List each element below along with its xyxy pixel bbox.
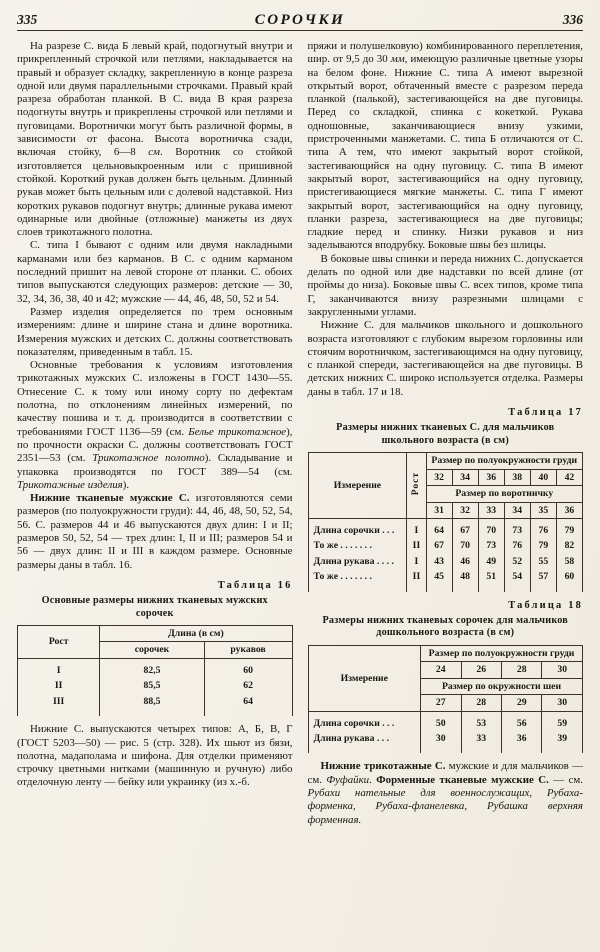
table-cell: 50 xyxy=(421,711,461,731)
table-header-cell: Размер по окружности шеи xyxy=(421,678,583,694)
table-cell: I xyxy=(407,518,426,538)
table-header-cell: 29 xyxy=(502,695,542,711)
table-header-cell: 28 xyxy=(502,662,542,678)
table-header-cell: 34 xyxy=(452,469,478,485)
table-row xyxy=(18,694,293,716)
table-row xyxy=(18,658,293,678)
table-cell: III xyxy=(18,694,100,716)
table-cell: 53 xyxy=(461,711,501,731)
table-header-cell: 38 xyxy=(504,469,530,485)
table-header-cell: Рост xyxy=(407,453,426,519)
page-number-right: 336 xyxy=(562,12,583,27)
table-cell: 73 xyxy=(504,518,530,538)
table-cell: 43 xyxy=(426,554,452,569)
table-header-cell: 34 xyxy=(504,502,530,518)
table-cell: 48 xyxy=(452,569,478,591)
table-cell: 45 xyxy=(426,569,452,591)
table-cell: 46 xyxy=(452,554,478,569)
table-cell: 39 xyxy=(542,731,583,753)
table-header-cell: 24 xyxy=(421,662,461,678)
table-header-cell: Измерение xyxy=(308,453,407,519)
table-header-cell: рукавов xyxy=(204,642,292,658)
paragraph: В боковые швы спинки и переда нижних С. допускается делать по одной или две надставки по всей длине (от проймы до низа). Боковые швы С. всех типов, кроме типа Г, заканчиваются внизу разрезными шлицами с закругленными углами. xyxy=(307,252,583,318)
table-cell: 60 xyxy=(556,569,582,591)
table-header-cell: Размер по полуокружности груди xyxy=(426,453,582,469)
table-row xyxy=(18,678,293,693)
left-column xyxy=(17,40,293,827)
header-rule xyxy=(17,30,583,31)
table-cell: 59 xyxy=(542,711,583,731)
table17-title: Размеры нижних тканевых С. для мальчиков школьного возраста (в см) xyxy=(336,422,555,446)
table-header-cell: 36 xyxy=(478,469,504,485)
table-cell: I xyxy=(18,658,100,678)
paragraph: Нижние тканевые мужские С. изготовляются семи размеров (по полуокружности груди): 44, 46, 48, 50, 52, 54, 56. С. размеров 44 и 46 выпускаются двух длин: I и II; размеров 50, 52, 54 — трех длин: I, II и III; размеров 54 и 56 — двух длин: II и III в каждом размере. Основные размеры даны в табл. 16. xyxy=(17,492,293,571)
table-header-cell: 31 xyxy=(426,502,452,518)
table16-title: Основные размеры нижних тканевых мужских сорочек xyxy=(41,595,268,619)
table-cell: 60 xyxy=(204,658,292,678)
table-cell: 33 xyxy=(461,731,501,753)
table-cell: 88,5 xyxy=(100,694,204,716)
table16-label: Таблица 16 xyxy=(217,579,293,591)
table-cell: 49 xyxy=(478,554,504,569)
table-header-cell: Измерение xyxy=(308,645,421,711)
table-cell: 55 xyxy=(530,554,556,569)
table-cell: 79 xyxy=(530,538,556,553)
paragraph: Основные требования к условиям изготовления трикотажных мужских С. изложены в ГОСТ 1430—55. Отнесение С. к тому или иному сорту по дефектам полотна, по отклонениям линейных измерений, по качеству пошива и т. д. производится в соответствии с требованиями ГОСТ 1136—59 (см. Белье трикотажное), по прочности окраски С. должны соответствовать ГОСТ 2351—53 (см. Трикотажное полотно). Складывание и упаковка производятся по ГОСТ 389—54 (см. Трикотажные изделия). xyxy=(17,359,293,491)
right-column xyxy=(308,40,584,827)
table-row xyxy=(308,731,583,753)
table-cell: То же . . . . . . . xyxy=(308,569,407,591)
table-cell: 73 xyxy=(478,538,504,553)
table-cell: 30 xyxy=(421,731,461,753)
table-cell: 52 xyxy=(504,554,530,569)
table-cell: 76 xyxy=(504,538,530,553)
page-title: СОРОЧКИ xyxy=(254,12,346,28)
table-cell: То же . . . . . . . xyxy=(308,538,407,553)
table-cell: 70 xyxy=(452,538,478,553)
table-header-cell: 35 xyxy=(530,502,556,518)
columns xyxy=(17,40,583,827)
table17 xyxy=(308,452,584,592)
table-cell: 56 xyxy=(502,711,542,731)
table-cell: 79 xyxy=(556,518,582,538)
table-cell: 64 xyxy=(204,694,292,716)
table-row xyxy=(308,554,583,569)
table-cell: 67 xyxy=(452,518,478,538)
table-header-cell: Рост xyxy=(18,626,100,659)
table-header-cell: 30 xyxy=(542,662,583,678)
table-cell: 58 xyxy=(556,554,582,569)
table-cell: 36 xyxy=(502,731,542,753)
paragraph: С. типа I бывают с одним или двумя накладными карманами или без карманов. В С. с одним карманом последний пришит на левой стороне от планки. С. обоих типов выпускаются следующих размеров: детские — 30, 32, 34, 36, 38, 40 и 42; мужские — 44, 46, 48, 50, 52 и 54. xyxy=(17,239,293,305)
paragraph: Нижние трикотажные С. мужские и для мальчиков — см. Фуфайки. Форменные тканевые мужские С. — см. Рубахи нательные для военнослужащих, Рубаха-форменка, Рубаха-фланелевка, Рубашка верхняя форменная. xyxy=(307,760,583,826)
table-header-cell: 30 xyxy=(542,695,583,711)
table-cell: 57 xyxy=(530,569,556,591)
table-header-cell: Размер по воротничку xyxy=(426,486,582,502)
table17-label: Таблица 17 xyxy=(508,407,583,419)
table-header-cell: сорочек xyxy=(100,642,204,658)
table-cell: Длина сорочки . . . xyxy=(308,711,421,731)
paragraph: Нижние С. для мальчиков школьного и дошкольного возраста изготовляют с глубоким вырезом горловины или стоячим воротничком, застегивающимся на одну пуговицу, с планкой спереди, застегивающейся на две пуговицы. В детских нижних С. широко используется отделка. Размеры даны в табл. 17 и 18. xyxy=(307,319,583,398)
paragraph: Нижние С. выпускаются четырех типов: А, Б, В, Г (ГОСТ 5203—50) — рис. 5 (стр. 328). Их шьют из бязи, полотна, мадаполама и шифона. Для отделки применяют строчку цветными нитками (машинную и ручную) либо отделочную ленту — бейку или украинку (из х.-б. xyxy=(17,723,293,789)
table-cell: Длина сорочки . . . xyxy=(308,518,407,538)
table-row xyxy=(308,538,583,553)
table-cell: 82 xyxy=(556,538,582,553)
paragraph: На разрезе С. вида Б левый край, подогнутый внутри и прикрепленный строчкой или петлями, накладывается на правый и образует складку, закрепленную в конце разреза одной или двумя параллельными строчками. Правый край разреза обработан планкой. В С. вида В края разреза подогнуты внутрь и прикреплены строчкой или петлями и пуговицами. Воротнички могут быть различной формы, в зависимости от фасона. Высота воротничка сзади, включая стойку, 6—8 см. Воротник со стойкой изготовляется цельновыкроенным или с пришивной стойкой. Короткий рукав должен быть цельным. Длинный рукав может быть цельным или с долевой надставкой. Низ коротких рукавов подогнут внутрь; длинные рукава имеют одинарные или двойные (отложные) манжеты из двух слоев трикотажного полотна. xyxy=(17,40,293,239)
table-cell: 76 xyxy=(530,518,556,538)
table-cell: 70 xyxy=(478,518,504,538)
table-row xyxy=(308,711,583,731)
table-header-cell: Размер по полуокружности груди xyxy=(421,645,583,661)
page-number-left: 335 xyxy=(17,12,38,27)
table-cell: 64 xyxy=(426,518,452,538)
table-cell: 85,5 xyxy=(100,678,204,693)
paragraph: Размер изделия определяется по трем основным измерениям: длине и ширине стана и длине воротника. Измерения мужских и детских С. должны соответствовать показателям, приведенным в табл. 15. xyxy=(17,305,293,358)
table-cell: 67 xyxy=(426,538,452,553)
table-header-cell: 40 xyxy=(530,469,556,485)
table-header-cell: 36 xyxy=(556,502,582,518)
table-row xyxy=(308,518,583,538)
table-header-cell: Длина (в см) xyxy=(100,626,292,642)
table-header-cell: 28 xyxy=(461,695,501,711)
table18 xyxy=(308,645,584,754)
table-header-cell: 32 xyxy=(452,502,478,518)
table-cell: II xyxy=(18,678,100,693)
table-cell: II xyxy=(407,538,426,553)
table18-title: Размеры нижних тканевых сорочек для мальчиков дошкольного возраста (в см) xyxy=(322,614,568,639)
table-cell: Длина рукава . . . . xyxy=(308,554,407,569)
table-header-cell: 42 xyxy=(556,469,582,485)
table18-label: Таблица 18 xyxy=(508,599,583,611)
table-cell: I xyxy=(407,554,426,569)
table-header-cell: 33 xyxy=(478,502,504,518)
paragraph: пряжи и полушелковую) комбинированного переплетения, шир. от 9,5 до 30 мм, имеющую различные цветные узоры на белом фоне. Нижние С. типа А имеют вырезной открытый ворот, обтаченный вместе с разрезом переда планкой (палькой), застегивающейся на две пуговицы. Перед со складкой, спинка с кокеткой. Рукава одношовные, заканчивающиеся внизу узкими, пристроченными манжетами. С. типа Б отличаются от С. типа А тем, что имеют закрытый ворот стойкой, застегивающийся на одну пуговицу. С. типа В имеют закрытый ворот, застегивающийся на одну пуговицу, пристегивающиеся мягкие манжеты. С. типа Г имеют закрытый ворот, застегивающийся на одну пуговицу, планки разреза, застегивающиеся на две пуговицы; гладкие перед и спинку. Низки рукавов и низ заделываются вподрубку. Боковые швы без шлицы. xyxy=(307,40,583,252)
table-cell: 62 xyxy=(204,678,292,693)
table-header-cell: 27 xyxy=(421,695,461,711)
table-cell: Длина рукава . . . xyxy=(308,731,421,753)
table-header-cell: 32 xyxy=(426,469,452,485)
table-cell: 82,5 xyxy=(100,658,204,678)
table16 xyxy=(17,625,293,716)
table-cell: 51 xyxy=(478,569,504,591)
table-row xyxy=(308,569,583,591)
table-cell: II xyxy=(407,569,426,591)
table-header-cell: 26 xyxy=(461,662,501,678)
table-cell: 54 xyxy=(504,569,530,591)
page-header xyxy=(17,12,583,29)
